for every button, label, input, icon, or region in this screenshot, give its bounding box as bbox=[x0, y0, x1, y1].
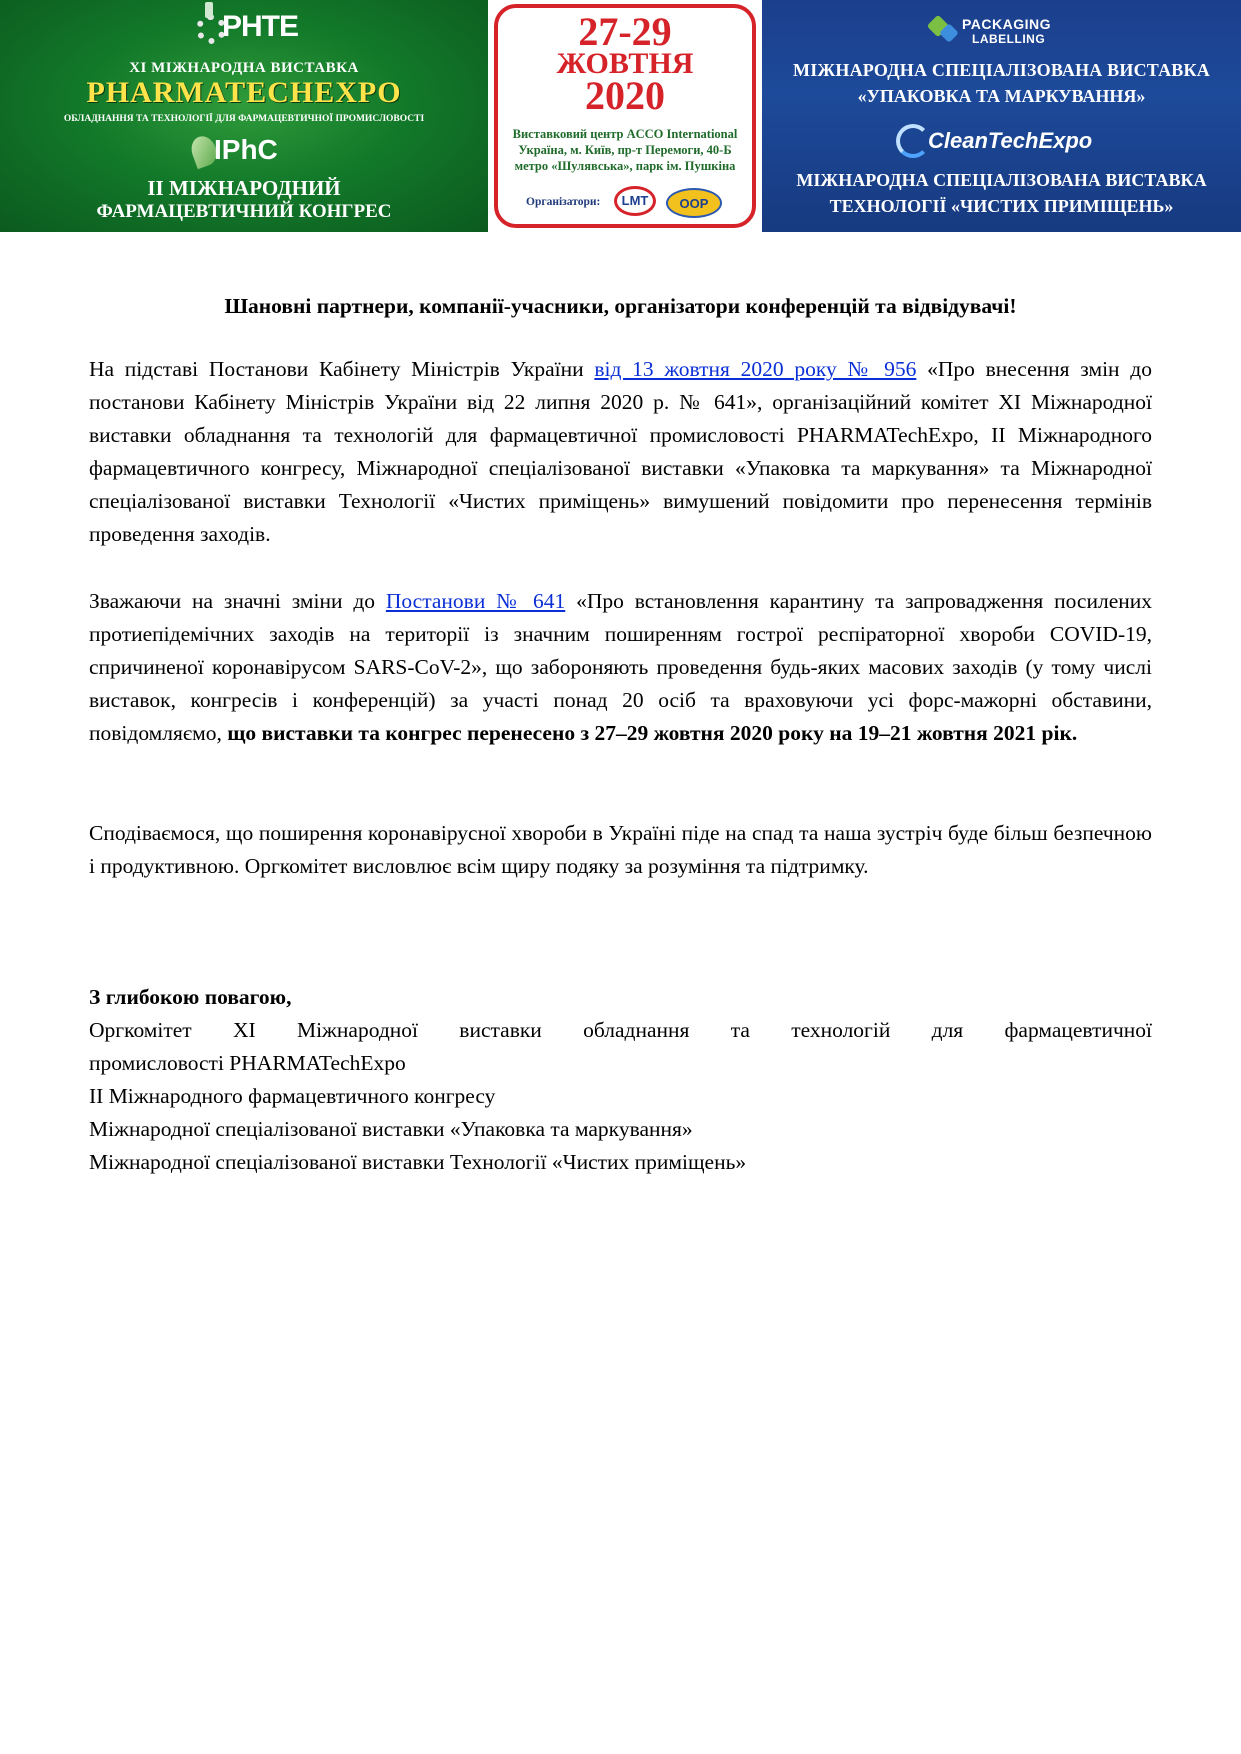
packaging-labelling-icon bbox=[928, 12, 964, 46]
paragraph-2-intro: Зважаючи на значні зміни до bbox=[89, 589, 386, 613]
resolution-641-link[interactable]: Постанови № 641 bbox=[385, 589, 566, 613]
organizers-label: Організатори: bbox=[526, 196, 601, 208]
paragraph-1-rest: «Про внесення змін до постанови Кабінету Міністрів України від 22 липня 2020 р. № 641», організаційний комітет XI Міжнародної виставки обладнання та технологій для фармацевтичної промисловості PHARMATechExpo, II Міжнародного фармацевтичного конгресу, Міжнародної спеціалізованої виставки «Упаковка та маркування» та Міжнародної спеціалізованої виставки Технології «Чистих приміщень» вимушений повідомити про перенесення термінів проведення заходів. bbox=[89, 357, 1152, 546]
signature-line-4: Міжнародної спеціалізованої виставки Технології «Чистих приміщень» bbox=[89, 1150, 747, 1174]
oop-logo: OOP bbox=[666, 188, 722, 218]
cleantech-line-2: ТЕХНОЛОГІЇ «ЧИСТИХ ПРИМІЩЕНЬ» bbox=[829, 196, 1174, 216]
paragraph-1-intro: На підставі Постанови Кабінету Міністрів України bbox=[89, 357, 595, 381]
venue-line-1: Виставковий центр ACCO International bbox=[512, 127, 738, 141]
exhibition-name: PHARMATECHEXPO bbox=[86, 76, 402, 109]
event-banner bbox=[0, 0, 1241, 232]
signature-line-2: II Міжнародного фармацевтичного конгресу bbox=[89, 1084, 496, 1108]
date-panel bbox=[488, 0, 762, 232]
event-dates: 27-29 bbox=[578, 9, 672, 54]
packaging-cleantech-panel bbox=[762, 0, 1241, 232]
signature-line-3: Міжнародної спеціалізованої виставки «Упаковка та маркування» bbox=[89, 1117, 693, 1141]
congress-line-2: ФАРМАЦЕВТИЧНИЙ КОНГРЕС bbox=[96, 201, 392, 222]
cleantech-line-1: МІЖНАРОДНА СПЕЦІАЛІЗОВАНА ВИСТАВКА bbox=[796, 170, 1207, 190]
signature-line-1: Оргкомітет XI Міжнародної виставки обладнання та технологій для фармацевтичної bbox=[89, 1018, 1152, 1042]
cleantech-logo: CleanTechExpo bbox=[928, 128, 1093, 153]
venue-line-2: Україна, м. Київ, пр-т Перемоги, 40-Б bbox=[518, 143, 732, 157]
venue-info bbox=[498, 126, 752, 174]
closing-regards: З глибокою повагою, bbox=[89, 985, 292, 1009]
exhibition-subtitle: ОБЛАДНАННЯ ТА ТЕХНОЛОГІЇ ДЛЯ ФАРМАЦЕВТИЧНОЇ ПРОМИСЛОВОСТІ bbox=[63, 114, 425, 124]
paragraph-2 bbox=[89, 585, 1152, 750]
event-month: ЖОВТНЯ bbox=[556, 47, 694, 80]
congress-line-1: II МІЖНАРОДНИЙ bbox=[147, 176, 341, 200]
flask-icon bbox=[205, 2, 213, 18]
exhibition-line: XI МІЖНАРОДНА ВИСТАВКА bbox=[129, 60, 359, 76]
resolution-956-link[interactable]: від 13 жовтня 2020 року № 956 bbox=[594, 357, 917, 381]
lmt-logo: LMT bbox=[614, 186, 656, 216]
packaging-line-2: «УПАКОВКА ТА МАРКУВАННЯ» bbox=[857, 86, 1146, 106]
letter-headline: Шановні партнери, компанії-учасники, організатори конференцій та відвідувачі! bbox=[224, 294, 1017, 318]
signature-line-1b: промисловості PHARMATechExpo bbox=[89, 1051, 406, 1075]
packaging-logo-line-1: PACKAGING bbox=[962, 16, 1052, 32]
event-year: 2020 bbox=[585, 73, 665, 118]
venue-line-3: метро «Шулявська», парк ім. Пушкіна bbox=[514, 159, 736, 173]
cleantech-swoosh-icon bbox=[896, 124, 930, 158]
date-frame bbox=[494, 4, 756, 228]
paragraph-1 bbox=[89, 353, 1152, 551]
phte-logo: PHTE bbox=[222, 10, 299, 43]
paragraph-3: Сподіваємося, що поширення коронавірусної хвороби в Україні піде на спад та наша зустріч буде більш безпечною і продуктивною. Оргкомітет висловлює всім щиру подяку за розуміння та підтримку. bbox=[89, 821, 1152, 878]
paragraph-2-rest: «Про встановлення карантину та запровадження посилених протиепідемічних заходів на території із значним поширенням гострої респіраторної хвороби COVID-19, спричиненої коронавірусом SARS-CoV-2», що забороняють проведення будь-яких масових заходів (у тому числі виставок, конгресів і конференцій) за участі понад 20 осіб та враховуючи усі форс-мажорні обставини, повідомляємо, bbox=[89, 589, 1152, 745]
packaging-line-1: МІЖНАРОДНА СПЕЦІАЛІЗОВАНА ВИСТАВКА bbox=[793, 60, 1210, 80]
pharmatechexpo-panel bbox=[0, 0, 488, 232]
iphc-logo: IPhC bbox=[214, 134, 278, 165]
postponement-notice: що виставки та конгрес перенесено з 27–29 жовтня 2020 року на 19–21 жовтня 2021 рік. bbox=[227, 721, 1078, 745]
packaging-logo-line-2: LABELLING bbox=[972, 32, 1046, 46]
